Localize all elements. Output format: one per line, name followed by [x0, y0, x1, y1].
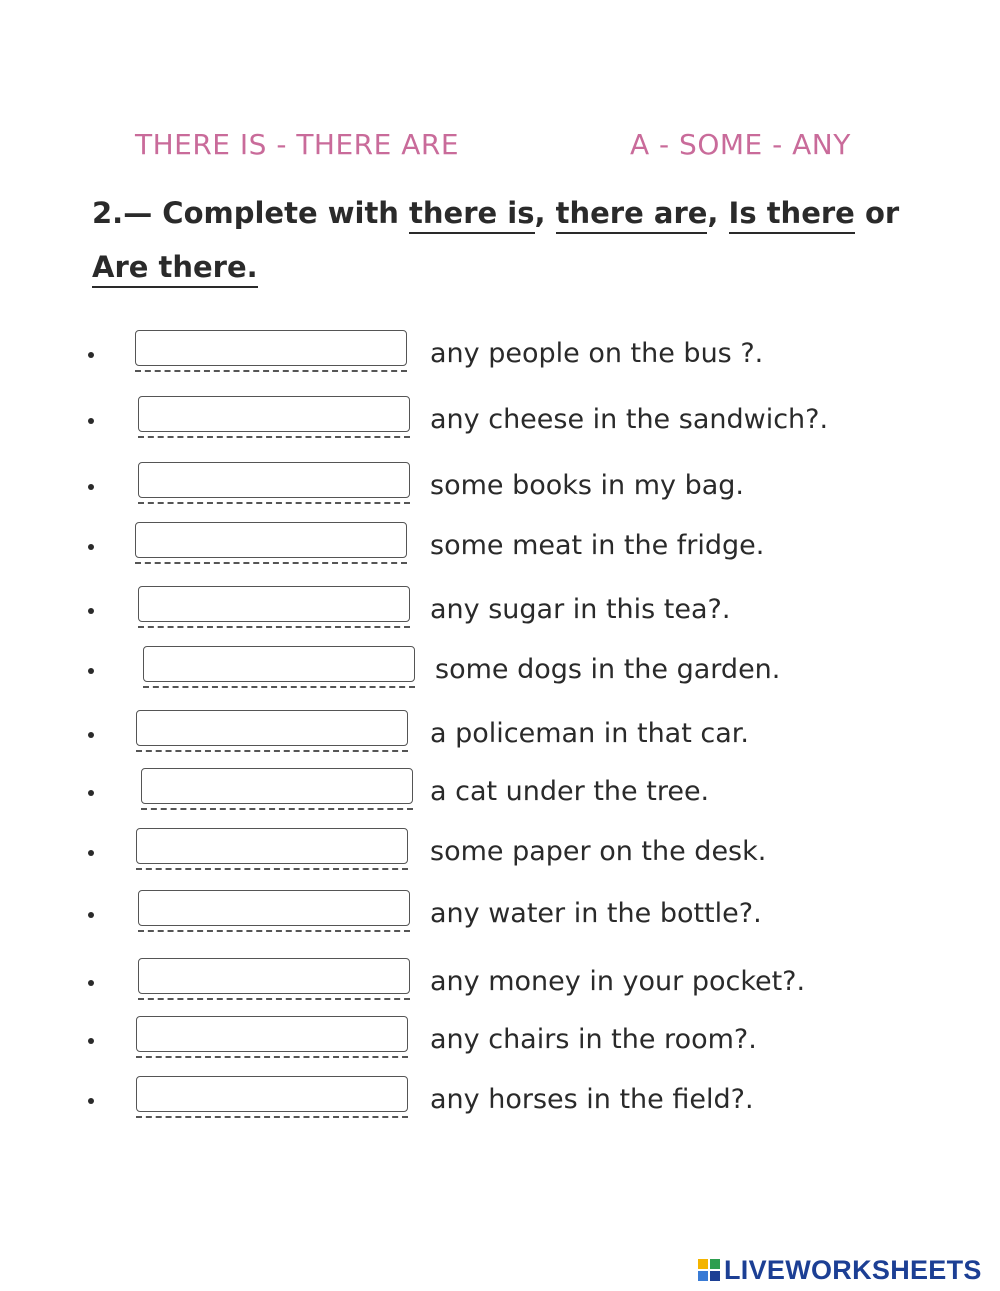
exercise-row — [0, 522, 1000, 572]
answer-input[interactable] — [136, 1016, 408, 1052]
bullet-dot — [88, 850, 94, 856]
exercise-row — [0, 710, 1000, 760]
bullet-dot — [88, 790, 94, 796]
answer-input[interactable] — [138, 396, 410, 432]
answer-input[interactable] — [143, 646, 415, 682]
answer-input[interactable] — [135, 330, 407, 366]
dashed-answer-line — [136, 1116, 408, 1118]
dashed-answer-line — [138, 998, 410, 1000]
logo-square — [710, 1271, 720, 1281]
liveworksheets-logo — [698, 1254, 982, 1286]
exercise-row — [0, 646, 1000, 696]
dashed-answer-line — [143, 686, 415, 688]
dashed-answer-line — [138, 436, 410, 438]
option-there-is: there is — [409, 196, 534, 234]
exercise-row — [0, 462, 1000, 512]
option-there-are: there are — [556, 196, 708, 234]
exercise-row — [0, 890, 1000, 940]
dashed-answer-line — [141, 808, 413, 810]
option-is-there: Is there — [729, 196, 855, 234]
bullet-dot — [88, 418, 94, 424]
dashed-answer-line — [136, 868, 408, 870]
exercise-row — [0, 1016, 1000, 1066]
bullet-dot — [88, 352, 94, 358]
heading-a-some-any: A - SOME - ANY — [630, 128, 851, 161]
bullet-dot — [88, 484, 94, 490]
bullet-dot — [88, 732, 94, 738]
dashed-answer-line — [138, 626, 410, 628]
dashed-answer-line — [138, 502, 410, 504]
answer-input[interactable] — [136, 1076, 408, 1112]
exercise-sentence: some meat in the fridge. — [430, 530, 765, 561]
instruction — [92, 186, 912, 294]
exercise-row — [0, 1076, 1000, 1126]
exercise-row — [0, 958, 1000, 1008]
liveworksheets-logo-text: LIVEWORKSHEETS — [724, 1254, 982, 1285]
bullet-dot — [88, 544, 94, 550]
answer-input[interactable] — [138, 586, 410, 622]
dashed-answer-line — [136, 750, 408, 752]
exercise-sentence: a policeman in that car. — [430, 718, 749, 749]
exercise-sentence: a cat under the tree. — [430, 776, 710, 807]
logo-square — [698, 1271, 708, 1281]
exercise-row — [0, 768, 1000, 818]
bullet-dot — [88, 1038, 94, 1044]
dashed-answer-line — [138, 930, 410, 932]
instruction-prefix: 2.— Complete with — [92, 196, 410, 230]
logo-square — [710, 1259, 720, 1269]
option-are-there: Are there. — [92, 250, 258, 288]
exercise-sentence: any cheese in the sandwich?. — [430, 404, 829, 435]
answer-input[interactable] — [141, 768, 413, 804]
exercise-sentence: any horses in the field?. — [430, 1084, 754, 1115]
bullet-dot — [88, 608, 94, 614]
bullet-dot — [88, 1098, 94, 1104]
liveworksheets-logo-icon — [698, 1259, 720, 1281]
answer-input[interactable] — [136, 828, 408, 864]
exercise-sentence: any chairs in the room?. — [430, 1024, 757, 1055]
exercise-sentence: any water in the bottle?. — [430, 898, 762, 929]
exercise-sentence: some books in my bag. — [430, 470, 745, 501]
answer-input[interactable] — [138, 890, 410, 926]
answer-input[interactable] — [138, 462, 410, 498]
heading-there-is-there-are: THERE IS - THERE ARE — [135, 128, 460, 161]
exercise-sentence: any people on the bus ?. — [430, 338, 764, 369]
exercise-row — [0, 828, 1000, 878]
exercise-sentence: any sugar in this tea?. — [430, 594, 731, 625]
answer-input[interactable] — [135, 522, 407, 558]
exercise-sentence: some dogs in the garden. — [435, 654, 781, 685]
exercise-row — [0, 396, 1000, 446]
dashed-answer-line — [136, 1056, 408, 1058]
exercise-row — [0, 586, 1000, 636]
instruction-sep: or — [854, 196, 900, 230]
answer-input[interactable] — [136, 710, 408, 746]
dashed-answer-line — [135, 562, 407, 564]
exercise-sentence: some paper on the desk. — [430, 836, 767, 867]
bullet-dot — [88, 668, 94, 674]
exercise-row — [0, 330, 1000, 380]
bullet-dot — [88, 912, 94, 918]
logo-square — [698, 1259, 708, 1269]
instruction-sep: , — [707, 196, 729, 230]
answer-input[interactable] — [138, 958, 410, 994]
instruction-sep: , — [534, 196, 556, 230]
dashed-answer-line — [135, 370, 407, 372]
exercise-sentence: any money in your pocket?. — [430, 966, 806, 997]
bullet-dot — [88, 980, 94, 986]
